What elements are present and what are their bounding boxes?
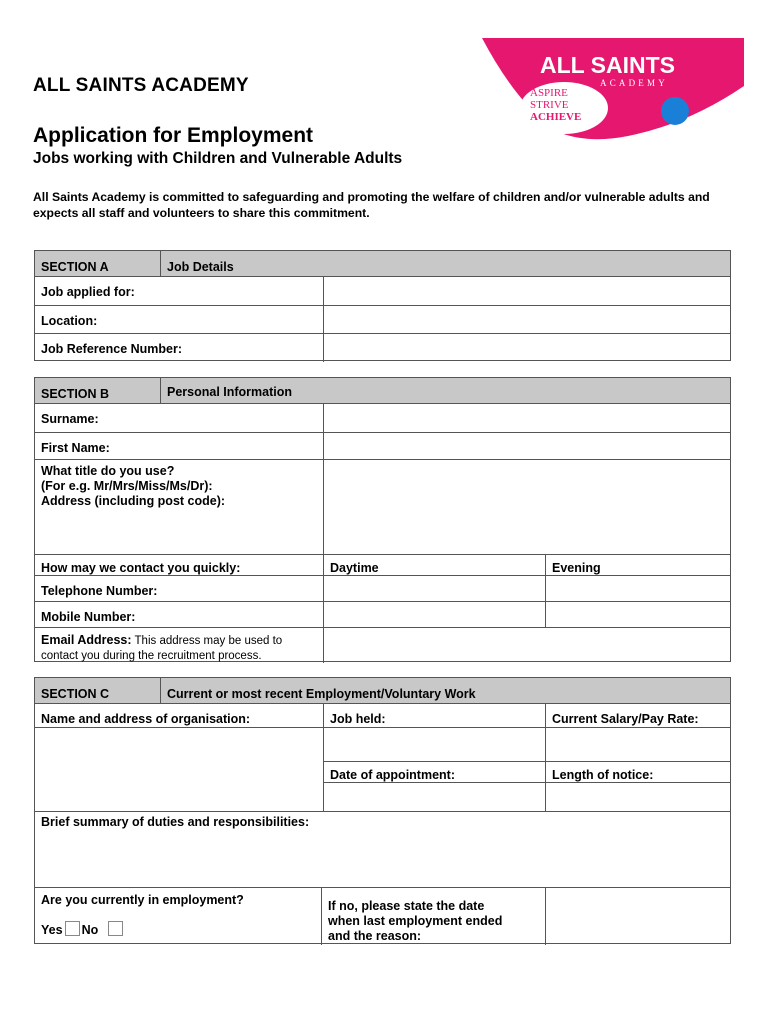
organisation-label: Name and address of organisation: <box>41 712 251 726</box>
employment-choice <box>35 917 131 942</box>
section-b-title: Personal Information <box>167 385 293 399</box>
duties-summary-input[interactable] <box>36 830 730 887</box>
safeguarding-statement: All Saints Academy is committed to safeguarding and promoting the welfare of children and/or vulnerable adults and expects all staff and volunteers to share this commitment. <box>33 190 710 220</box>
page-subtitle: Jobs working with Children and Vulnerable Adults <box>33 150 403 167</box>
telephone-daytime-input[interactable] <box>324 576 545 601</box>
surname-label: Surname: <box>41 412 99 426</box>
title-address-input[interactable] <box>324 460 730 554</box>
salary-input[interactable] <box>546 728 730 761</box>
no-checkbox[interactable] <box>108 921 123 936</box>
location-label: Location: <box>41 314 98 328</box>
duties-summary-label: Brief summary of duties and responsibilities: <box>41 815 310 829</box>
mobile-label: Mobile Number: <box>41 610 136 624</box>
section-b-label: SECTION B <box>41 387 110 401</box>
logo-motto-1: ASPIRE <box>530 87 568 99</box>
job-reference-label: Job Reference Number: <box>41 342 183 356</box>
job-applied-input[interactable] <box>324 277 730 305</box>
organisation-name: ALL SAINTS ACADEMY <box>33 75 249 96</box>
surname-input[interactable] <box>324 404 730 432</box>
notice-input[interactable] <box>546 783 730 811</box>
mobile-evening-input[interactable] <box>546 602 730 627</box>
email-note-1: This address may be used to <box>131 635 283 647</box>
location-input[interactable] <box>324 306 730 333</box>
organisation-input[interactable] <box>36 728 322 811</box>
section-b-header <box>35 378 730 404</box>
notice-label: Length of notice: <box>552 768 654 782</box>
salary-label: Current Salary/Pay Rate: <box>552 712 699 726</box>
logo-name: ALL SAINTS <box>540 52 676 78</box>
section-a-header <box>35 251 730 277</box>
email-note-2: contact you during the recruitment process. <box>41 650 262 662</box>
no-label: No <box>81 923 99 937</box>
logo-motto-2: STRIVE <box>530 99 569 111</box>
job-applied-label: Job applied for: <box>41 285 135 299</box>
title-question-line2: (For e.g. Mr/Mrs/Miss/Ms/Dr): <box>41 479 213 493</box>
email-label-cell <box>35 629 288 667</box>
first-name-label: First Name: <box>41 441 110 455</box>
yes-label: Yes <box>41 923 63 937</box>
contact-question: How may we contact you quickly: <box>41 561 241 575</box>
yes-checkbox[interactable] <box>65 921 80 936</box>
if-no-line3: and the reason: <box>328 929 422 943</box>
daytime-header: Daytime <box>330 561 379 575</box>
job-held-input[interactable] <box>324 728 545 761</box>
email-input[interactable] <box>324 628 730 662</box>
section-c-title: Current or most recent Employment/Voluntary Work <box>167 687 476 701</box>
date-appointment-label: Date of appointment: <box>330 768 455 782</box>
title-question <box>35 460 231 513</box>
address-label: Address (including post code): <box>41 494 226 508</box>
section-c-table <box>34 677 731 944</box>
academy-logo <box>478 36 744 140</box>
section-b-table <box>34 377 731 662</box>
if-no-question <box>322 895 508 948</box>
logo-sub: ACADEMY <box>600 78 668 88</box>
page-title: Application for Employment <box>33 124 314 147</box>
section-a-label: SECTION A <box>41 260 109 274</box>
if-no-line1: If no, please state the date <box>328 899 485 913</box>
first-name-input[interactable] <box>324 433 730 459</box>
logo-motto-3: ACHIEVE <box>530 111 582 123</box>
logo-blue-dot <box>661 97 689 125</box>
section-a-table <box>34 250 731 361</box>
job-reference-input[interactable] <box>324 334 730 361</box>
section-a-title: Job Details <box>167 260 234 274</box>
if-no-line2: when last employment ended <box>328 914 503 928</box>
date-appointment-input[interactable] <box>324 783 545 811</box>
title-question-line1: What title do you use? <box>41 464 175 478</box>
section-c-label: SECTION C <box>41 687 110 701</box>
mobile-daytime-input[interactable] <box>324 602 545 627</box>
evening-header: Evening <box>552 561 601 575</box>
telephone-evening-input[interactable] <box>546 576 730 601</box>
email-label: Email Address: <box>41 633 132 647</box>
currently-employed-question: Are you currently in employment? <box>41 893 244 907</box>
telephone-label: Telephone Number: <box>41 584 158 598</box>
last-employment-input[interactable] <box>546 888 730 944</box>
job-held-label: Job held: <box>330 712 386 726</box>
